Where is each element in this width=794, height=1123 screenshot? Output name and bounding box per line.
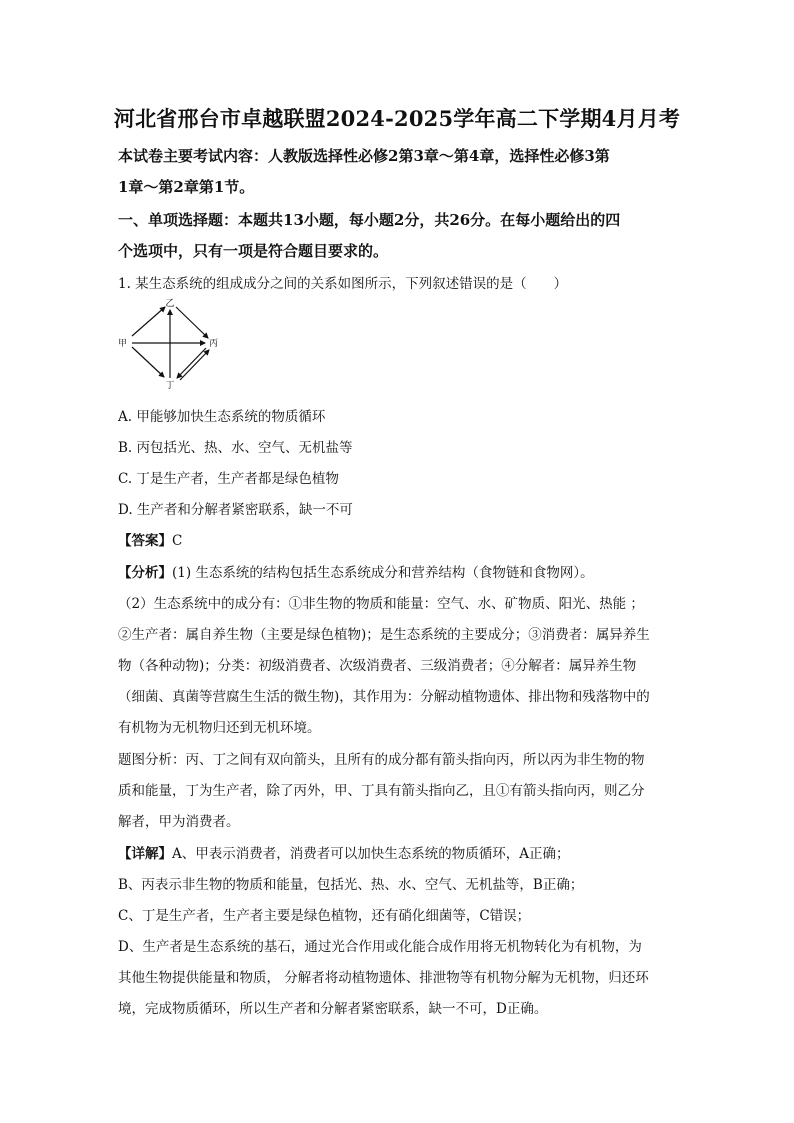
scope-line-1: 本试卷主要考试内容：人教版选择性必修2第3章～第4章，选择性必修3第 (118, 147, 610, 165)
analysis-line-3: ②生产者：属自养生物（主要是绿色植物)；是生态系统的主要成分；③消费者：属异养生 (118, 627, 650, 643)
answer-line (118, 529, 182, 549)
arrow-jia-to-ding (132, 347, 164, 377)
node-yi: 乙 (165, 299, 175, 309)
answer-label: 【答案】 (118, 533, 172, 549)
option-d: D. 生产者和分解者紧密联系，缺一不可 (118, 502, 353, 518)
analysis-line-1 (118, 561, 594, 581)
arrow-jia-to-yi (132, 307, 165, 336)
section-heading-line-2: 个选项中，只有一项是符合题目要求的。 (118, 242, 389, 260)
page-title: 河北省邢台市卓越联盟2024-2025学年高二下学期4月月考 (113, 106, 681, 131)
detail-line-1 (118, 842, 570, 862)
node-bing: 丙 (209, 339, 219, 349)
arrow-bing-to-ding (177, 348, 206, 378)
option-a: A. 甲能够加快生态系统的物质循环 (118, 409, 326, 425)
analysis-line-9: 解者，甲为消费者。 (118, 814, 240, 830)
detail-line-5: 其他生物提供能量和物质， 分解者将动植物遗体、排泄物等有机物分解为无机物，归还环 (118, 970, 649, 986)
detail-line-2: B、丙表示非生物的物质和能量，包括光、热、水、空气、无机盐等，B正确； (118, 877, 584, 893)
option-c: C. 丁是生产者，生产者都是绿色植物 (118, 471, 339, 487)
section-heading-line-1: 一、单项选择题：本题共13小题，每小题2分，共26分。在每小题给出的四 (118, 211, 621, 229)
analysis-line-8: 质和能量，丁为生产者，除了丙外，甲、丁具有箭头指向乙，且①有箭头指向丙，则乙分 (118, 783, 645, 799)
detail-text: A、甲表示消费者，消费者可以加快生态系统的物质循环，A正确； (172, 846, 570, 862)
detail-label: 【详解】 (118, 846, 172, 862)
analysis-label: 【分析】 (118, 565, 172, 581)
analysis-line-6: 有机物为无机物归还到无机环境。 (118, 720, 321, 736)
analysis-text: (1) 生态系统的结构包括生态系统成分和营养结构（食物链和食物网）。 (172, 565, 594, 581)
question-stem: 1. 某生态系统的组成成分之间的关系如图所示，下列叙述错误的是（ ） (118, 276, 568, 292)
detail-line-4: D、生产者是生态系统的基石，通过光合作用或化能合成作用将无机物转化为有机物，为 (118, 939, 642, 955)
analysis-line-7: 题图分析：丙、丁之间有双向箭头，且所有的成分都有箭头指向丙，所以丙为非生物的物 (118, 752, 645, 768)
arrow-yi-to-bing (176, 307, 208, 338)
node-ding: 丁 (165, 381, 175, 390)
answer-value: C (172, 533, 183, 549)
analysis-line-4: 物（各种动物)；分类：初级消费者、次级消费者、三级消费者；④分解者：属异养生物 (118, 658, 637, 674)
detail-line-6: 境，完成物质循环，所以生产者和分解者紧密联系，缺一不可，D正确。 (118, 1001, 548, 1017)
arrow-ding-to-bing (180, 350, 209, 380)
scope-line-2: 1章～第2章第1节。 (118, 178, 255, 196)
analysis-line-2: （2）生态系统中的成分有：①非生物的物质和能量：空气、水、矿物质、阳光、热能 ； (118, 596, 644, 612)
option-b: B. 丙包括光、热、水、空气、无机盐等 (118, 440, 353, 456)
analysis-line-5: （细菌、真菌等营腐生生活的微生物)，其作用为：分解动植物遗体、排出物和残落物中的 (118, 689, 650, 705)
detail-line-3: C、丁是生产者，生产者主要是绿色植物，还有硝化细菌等，C错误； (118, 908, 531, 924)
node-jia: 甲 (118, 339, 128, 349)
ecosystem-diagram (118, 298, 230, 390)
